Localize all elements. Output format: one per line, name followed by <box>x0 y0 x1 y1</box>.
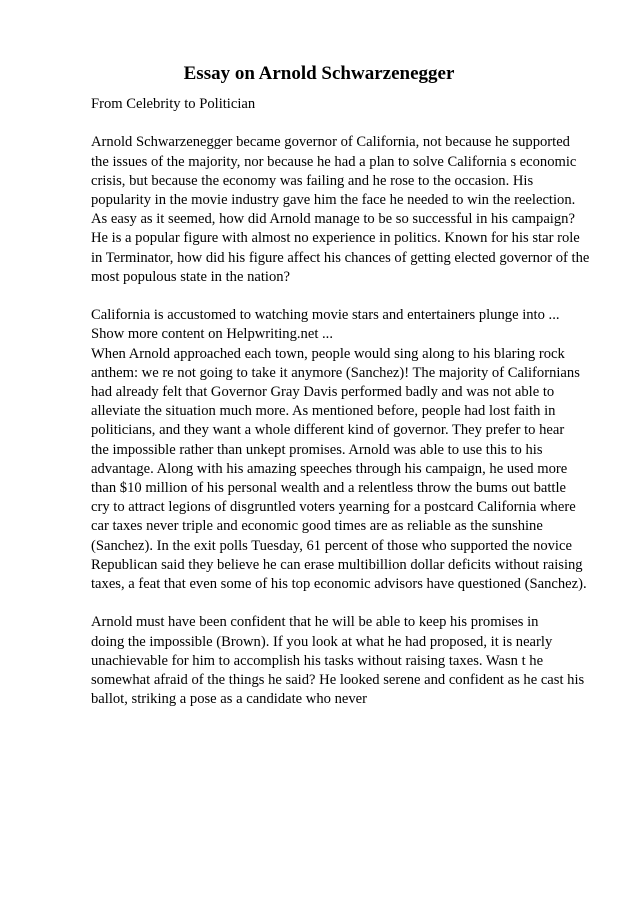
text-line: the impossible rather than unkept promises. Arnold was able to use this to his <box>91 441 543 458</box>
text-line: most populous state in the nation? <box>91 268 291 285</box>
show-more-line: Show more content on Helpwriting.net ... <box>91 326 333 343</box>
text-line: politicians, and they want a whole different kind of governor. They prefer to hear <box>91 422 565 439</box>
paragraph-spacer <box>91 594 591 613</box>
text-line: Arnold Schwarzenegger became governor of California, not because he supported <box>91 134 570 151</box>
text-line: in Terminator, how did his figure affect his chances of getting elected governor of the <box>91 249 590 266</box>
text-line: doing the impossible (Brown). If you look at what he had proposed, it is nearly <box>91 633 553 650</box>
paragraph-spacer <box>91 287 591 306</box>
text-line: cry to attract legions of disgruntled voters yearning for a postcard California where <box>91 499 576 516</box>
paragraph-1 <box>91 133 591 287</box>
text-line: taxes, a feat that even some of his top economic advisors have questioned (Sanchez). <box>91 576 587 593</box>
text-line: the issues of the majority, nor because he had a plan to solve California s economic <box>91 153 577 170</box>
text-line: than $10 million of his personal wealth and a relentless throw the bums out battle <box>91 480 567 497</box>
text-line: He is a popular figure with almost no experience in politics. Known for his star role <box>91 230 580 247</box>
text-line: Republican said they believe he can erase multibillion dollar deficits without raising <box>91 556 583 573</box>
document-title: Essay on Arnold Schwarzenegger <box>183 63 455 84</box>
text-line: unachievable for him to accomplish his tasks without raising taxes. Wasn t he <box>91 652 544 669</box>
text-line: had already felt that Governor Gray Davis performed badly and was not able to <box>91 384 555 401</box>
text-line: As easy as it seemed, how did Arnold manage to be so successful in his campaign? <box>91 211 575 228</box>
document-body <box>91 95 591 709</box>
text-line: California is accustomed to watching movie stars and entertainers plunge into ... <box>91 307 560 324</box>
text-line: alleviate the situation much more. As mentioned before, people had lost faith in <box>91 403 556 420</box>
text-line: car taxes never triple and economic good times are as reliable as the sunshine <box>91 518 543 535</box>
paragraph-spacer <box>91 114 591 133</box>
document-subtitle: From Celebrity to Politician <box>91 96 256 112</box>
paragraph-3 <box>91 613 591 709</box>
paragraph-2 <box>91 306 591 594</box>
text-line: (Sanchez). In the exit polls Tuesday, 61 percent of those who supported the novice <box>91 537 572 554</box>
text-line: popularity in the movie industry gave him the face he needed to win the reelection. <box>91 192 576 208</box>
text-line: crisis, but because the economy was failing and he rose to the occasion. His <box>91 172 534 189</box>
text-line: ballot, striking a pose as a candidate who never <box>91 691 367 708</box>
text-line: anthem: we re not going to take it anymore (Sanchez)! The majority of Californians <box>91 364 580 381</box>
text-line: advantage. Along with his amazing speeches through his campaign, he used more <box>91 460 568 477</box>
text-line: Arnold must have been confident that he will be able to keep his promises in <box>91 614 539 631</box>
text-line: When Arnold approached each town, people would sing along to his blaring rock <box>91 345 565 362</box>
text-line: somewhat afraid of the things he said? He looked serene and confident as he cast his <box>91 672 585 689</box>
